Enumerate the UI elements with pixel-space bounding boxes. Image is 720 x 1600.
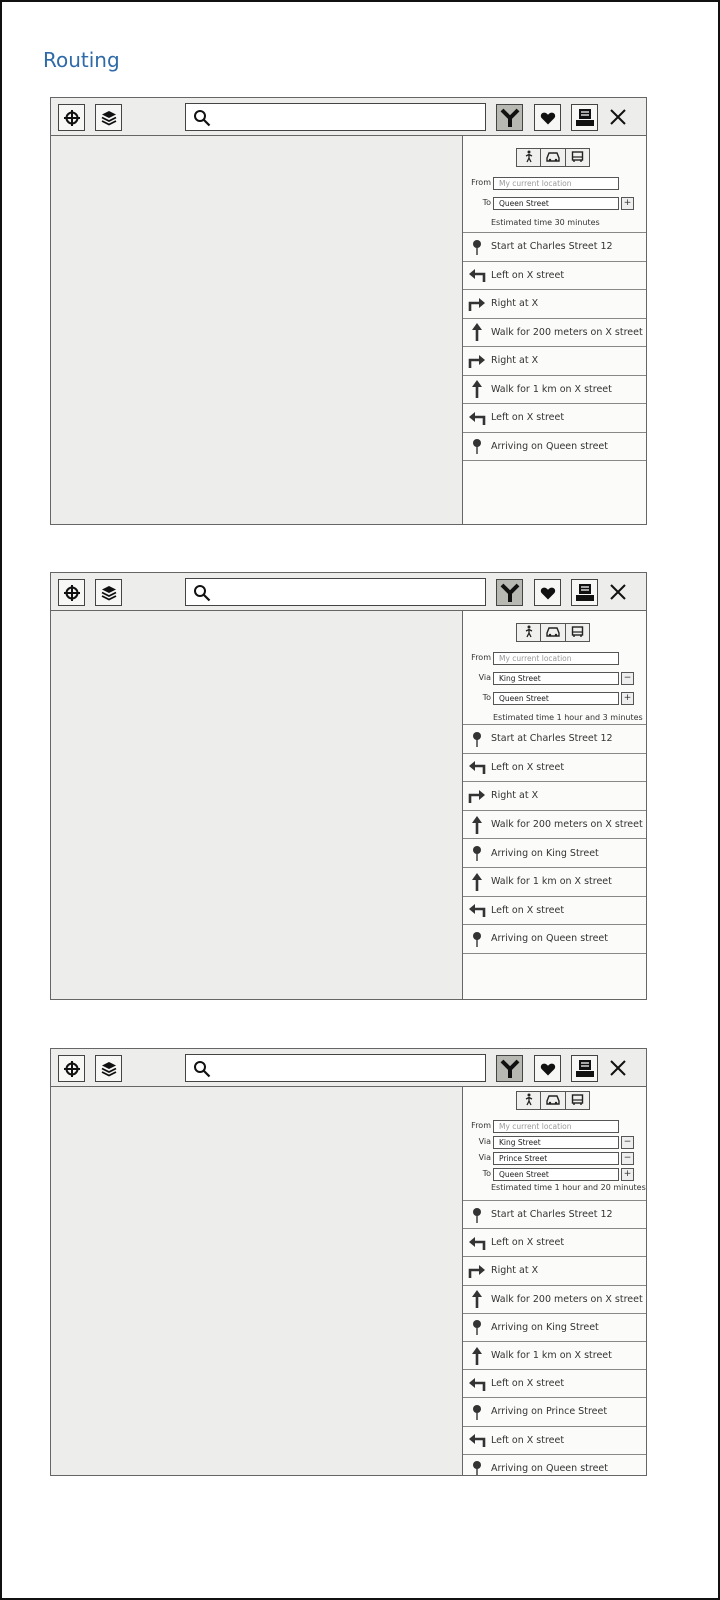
directions-list xyxy=(463,1201,646,1475)
layers-icon xyxy=(100,584,118,602)
from-field[interactable]: My current location xyxy=(493,177,619,190)
direction-step[interactable] xyxy=(463,725,646,754)
direction-text: Right at X xyxy=(491,1265,539,1277)
straight-arrow-icon xyxy=(463,873,491,891)
route-form xyxy=(463,1087,646,1201)
direction-text: Walk for 1 km on X street xyxy=(491,1350,612,1362)
turn-right-icon xyxy=(463,354,491,368)
direction-step[interactable] xyxy=(463,1455,646,1475)
close-icon xyxy=(607,1064,629,1083)
direction-text: Walk for 200 meters on X street xyxy=(491,326,643,338)
map-view[interactable] xyxy=(51,611,463,999)
pin-icon xyxy=(463,1207,491,1223)
route-icon xyxy=(500,108,520,128)
close-icon xyxy=(607,588,629,607)
close-button[interactable] xyxy=(607,106,629,128)
direction-text: Right at X xyxy=(491,790,539,802)
route-field-row xyxy=(463,176,646,192)
turn-right-icon xyxy=(463,1264,491,1278)
direction-step[interactable] xyxy=(463,1286,646,1314)
car-icon xyxy=(546,623,560,642)
close-icon xyxy=(607,113,629,132)
to-field[interactable]: Queen Street xyxy=(493,692,619,705)
travel-mode-selector xyxy=(516,623,590,642)
directions-panel xyxy=(462,136,646,524)
direction-text: Left on X street xyxy=(491,1237,565,1249)
routing-mockup xyxy=(50,572,647,1000)
from-field[interactable]: My current location xyxy=(493,1120,619,1133)
direction-text: Arriving on King Street xyxy=(491,847,599,859)
from-field[interactable]: My current location xyxy=(493,652,619,665)
route-icon xyxy=(500,1059,520,1079)
pin-icon xyxy=(463,845,491,861)
turn-left-icon xyxy=(463,1433,491,1447)
add-stop-button[interactable]: + xyxy=(621,197,634,210)
straight-arrow-icon xyxy=(463,1290,491,1308)
crosshair-button[interactable] xyxy=(58,579,85,606)
estimated-time: Estimated time 1 hour and 20 minutes xyxy=(491,1183,646,1192)
directions-panel xyxy=(462,611,646,999)
pin-icon xyxy=(463,931,491,947)
bus-icon xyxy=(571,623,584,642)
travel-mode-selector xyxy=(516,148,590,167)
pin-icon xyxy=(463,1404,491,1420)
heart-button[interactable] xyxy=(534,104,561,131)
direction-text: Arriving on Prince Street xyxy=(491,1406,608,1418)
direction-text: Walk for 200 meters on X street xyxy=(491,1293,643,1305)
to-field[interactable]: Queen Street xyxy=(493,197,619,210)
direction-step[interactable] xyxy=(463,233,646,262)
turn-left-icon xyxy=(463,1377,491,1391)
pin-icon xyxy=(463,731,491,747)
route-icon xyxy=(500,583,520,603)
field-label: Via xyxy=(478,1153,491,1162)
straight-arrow-icon xyxy=(463,380,491,398)
toolbar xyxy=(51,573,646,611)
estimated-time: Estimated time 1 hour and 3 minutes xyxy=(493,713,643,722)
direction-text: Left on X street xyxy=(491,904,565,916)
print-icon xyxy=(575,108,595,128)
direction-step[interactable] xyxy=(463,319,646,348)
turn-left-icon xyxy=(463,760,491,774)
direction-step[interactable] xyxy=(463,754,646,783)
field-label: To xyxy=(482,1169,491,1178)
direction-text: Left on X street xyxy=(491,269,565,281)
walk-icon xyxy=(523,1091,535,1110)
crosshair-icon xyxy=(63,584,81,602)
close-button[interactable] xyxy=(607,1057,629,1079)
print-button[interactable] xyxy=(571,579,598,606)
via-field[interactable]: King Street xyxy=(493,672,619,685)
direction-step[interactable] xyxy=(463,1342,646,1370)
car-icon xyxy=(546,1091,560,1110)
car-mode-button[interactable] xyxy=(541,1092,565,1109)
direction-step[interactable] xyxy=(463,1201,646,1229)
direction-step[interactable] xyxy=(463,262,646,291)
direction-step[interactable] xyxy=(463,839,646,868)
direction-step[interactable] xyxy=(463,897,646,926)
direction-text: Start at Charles Street 12 xyxy=(491,241,613,253)
turn-left-icon xyxy=(463,903,491,917)
print-button[interactable] xyxy=(571,104,598,131)
map-view[interactable] xyxy=(51,136,463,524)
crosshair-button[interactable] xyxy=(58,1055,85,1082)
crosshair-button[interactable] xyxy=(58,104,85,131)
direction-text: Left on X street xyxy=(491,761,565,773)
search-input[interactable] xyxy=(185,578,486,606)
route-form xyxy=(463,611,646,725)
print-button[interactable] xyxy=(571,1055,598,1082)
map-view[interactable] xyxy=(51,1087,463,1475)
directions-list xyxy=(463,233,646,461)
estimated-time: Estimated time 30 minutes xyxy=(491,218,600,227)
direction-step[interactable] xyxy=(463,925,646,954)
route-button[interactable] xyxy=(496,104,523,131)
direction-step[interactable] xyxy=(463,1229,646,1257)
routing-mockup xyxy=(50,97,647,525)
direction-step[interactable] xyxy=(463,868,646,897)
close-button[interactable] xyxy=(607,581,629,603)
field-label: From xyxy=(471,1121,491,1130)
walk-mode-button[interactable] xyxy=(517,149,541,166)
direction-text: Left on X street xyxy=(491,1434,565,1446)
direction-text: Start at Charles Street 12 xyxy=(491,733,613,745)
direction-step[interactable] xyxy=(463,782,646,811)
direction-text: Left on X street xyxy=(491,1378,565,1390)
route-field-row xyxy=(463,1135,646,1151)
car-icon xyxy=(546,148,560,167)
direction-text: Walk for 1 km on X street xyxy=(491,383,612,395)
direction-text: Right at X xyxy=(491,355,539,367)
direction-step[interactable] xyxy=(463,1314,646,1342)
direction-text: Right at X xyxy=(491,298,539,310)
layers-button[interactable] xyxy=(95,104,122,131)
direction-text: Left on X street xyxy=(491,412,565,424)
route-field-row xyxy=(463,1167,646,1183)
routing-mockup xyxy=(50,1048,647,1476)
search-input[interactable] xyxy=(185,1054,486,1082)
route-form xyxy=(463,136,646,233)
bus-mode-button[interactable] xyxy=(566,624,589,641)
route-button[interactable] xyxy=(496,579,523,606)
add-stop-button[interactable]: + xyxy=(621,692,634,705)
pin-icon xyxy=(463,1460,491,1475)
direction-step[interactable] xyxy=(463,1398,646,1426)
route-field-row xyxy=(463,651,646,667)
direction-step[interactable] xyxy=(463,290,646,319)
walk-icon xyxy=(523,623,535,642)
layers-button[interactable] xyxy=(95,1055,122,1082)
add-stop-button[interactable]: + xyxy=(621,1168,634,1181)
straight-arrow-icon xyxy=(463,323,491,341)
walk-mode-button[interactable] xyxy=(517,624,541,641)
layers-icon xyxy=(100,109,118,127)
pin-icon xyxy=(463,239,491,255)
layers-icon xyxy=(100,1060,118,1078)
direction-text: Walk for 1 km on X street xyxy=(491,876,612,888)
straight-arrow-icon xyxy=(463,816,491,834)
turn-left-icon xyxy=(463,411,491,425)
route-field-row xyxy=(463,1119,646,1135)
crosshair-icon xyxy=(63,1060,81,1078)
direction-text: Arriving on Queen street xyxy=(491,933,608,945)
bus-mode-button[interactable] xyxy=(566,149,589,166)
field-label: To xyxy=(482,198,491,207)
crosshair-icon xyxy=(63,109,81,127)
pin-icon xyxy=(463,1319,491,1335)
route-button[interactable] xyxy=(496,1055,523,1082)
route-field-row xyxy=(463,671,646,687)
direction-text: Start at Charles Street 12 xyxy=(491,1209,613,1221)
field-label: To xyxy=(482,693,491,702)
direction-step[interactable] xyxy=(463,811,646,840)
travel-mode-selector xyxy=(516,1091,590,1110)
turn-left-icon xyxy=(463,268,491,282)
route-field-row xyxy=(463,196,646,212)
heart-icon xyxy=(540,1061,556,1077)
turn-left-icon xyxy=(463,1236,491,1250)
direction-text: Arriving on King Street xyxy=(491,1321,599,1333)
direction-text: Arriving on Queen street xyxy=(491,1462,608,1474)
straight-arrow-icon xyxy=(463,1347,491,1365)
via-field[interactable]: King Street xyxy=(493,1136,619,1149)
field-label: Via xyxy=(478,673,491,682)
direction-text: Walk for 200 meters on X street xyxy=(491,819,643,831)
heart-icon xyxy=(540,110,556,126)
field-label: From xyxy=(471,178,491,187)
toolbar xyxy=(51,1049,646,1087)
direction-step[interactable] xyxy=(463,1370,646,1398)
pin-icon xyxy=(463,438,491,454)
walk-icon xyxy=(523,148,535,167)
direction-step[interactable] xyxy=(463,1257,646,1285)
field-label: Via xyxy=(478,1137,491,1146)
search-input[interactable] xyxy=(185,103,486,131)
bus-mode-button[interactable] xyxy=(566,1092,589,1109)
directions-panel xyxy=(462,1087,646,1475)
remove-stop-button[interactable]: − xyxy=(621,1152,634,1165)
route-field-row xyxy=(463,1151,646,1167)
direction-step[interactable] xyxy=(463,404,646,433)
route-field-row xyxy=(463,691,646,707)
remove-stop-button[interactable]: − xyxy=(621,672,634,685)
to-field[interactable]: Queen Street xyxy=(493,1168,619,1181)
bus-icon xyxy=(571,148,584,167)
bus-icon xyxy=(571,1091,584,1110)
heart-icon xyxy=(540,585,556,601)
remove-stop-button[interactable]: − xyxy=(621,1136,634,1149)
direction-text: Arriving on Queen street xyxy=(491,440,608,452)
print-icon xyxy=(575,1059,595,1079)
toolbar xyxy=(51,98,646,136)
car-mode-button[interactable] xyxy=(541,149,565,166)
direction-step[interactable] xyxy=(463,1427,646,1455)
car-mode-button[interactable] xyxy=(541,624,565,641)
direction-step[interactable] xyxy=(463,376,646,405)
via-field[interactable]: Prince Street xyxy=(493,1152,619,1165)
page-title: Routing xyxy=(43,48,120,72)
heart-button[interactable] xyxy=(534,1055,561,1082)
layers-button[interactable] xyxy=(95,579,122,606)
field-label: From xyxy=(471,653,491,662)
turn-right-icon xyxy=(463,297,491,311)
heart-button[interactable] xyxy=(534,579,561,606)
direction-step[interactable] xyxy=(463,347,646,376)
direction-step[interactable] xyxy=(463,433,646,462)
turn-right-icon xyxy=(463,789,491,803)
print-icon xyxy=(575,583,595,603)
directions-list xyxy=(463,725,646,954)
walk-mode-button[interactable] xyxy=(517,1092,541,1109)
